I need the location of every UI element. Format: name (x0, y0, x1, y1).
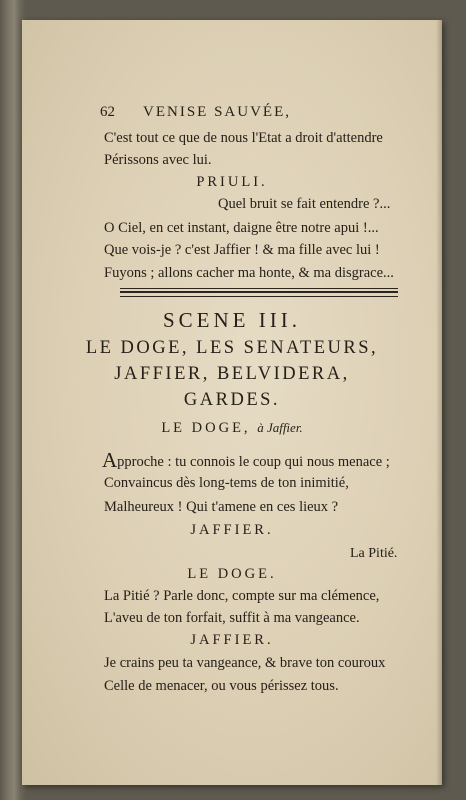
verse-line-dropcap (102, 450, 390, 471)
cast-line: JAFFIER, BELVIDERA, (114, 364, 350, 384)
verse-line: La Pitié ? Parle donc, compte sur ma clémence, (104, 588, 380, 604)
section-divider-rule (120, 288, 398, 297)
drop-cap: A (102, 448, 118, 472)
cast-line: LE DOGE, LES SENATEURS, (85, 338, 379, 358)
speaker-jaffier: JAFFIER. (190, 522, 274, 538)
verse-line: Quel bruit se fait entendre ?... (218, 196, 391, 212)
speaker-doge: LE DOGE. (187, 566, 277, 582)
verse-line: C'est tout ce que de nous l'Etat a droit d'attendre (104, 130, 383, 146)
verse-line: La Pitié. (350, 546, 398, 561)
verse-line: L'aveu de ton forfait, suffit à ma vangeance. (104, 610, 360, 626)
verse-line: Que vois-je ? c'est Jaffier ! & ma fille avec lui ! (104, 242, 380, 258)
page-number: 62 (100, 104, 115, 120)
verse-line: Convaincus dès long-tems de ton inimitié, (104, 475, 349, 491)
speaker-doge (22, 420, 442, 437)
stage-direction: à Jaffier. (257, 420, 303, 435)
verse-line: Fuyons ; allons cacher ma honte, & ma disgrace... (104, 265, 394, 281)
running-head (100, 104, 291, 121)
cast-line: GARDES. (183, 390, 281, 410)
speaker-priuli: PRIULI. (196, 174, 268, 190)
verse-line: Je crains peu ta vangeance, & brave ton couroux (104, 655, 386, 671)
speaker-jaffier: JAFFIER. (190, 632, 274, 648)
verse-line: Malheureux ! Qui t'amene en ces lieux ? (104, 499, 339, 515)
running-title: VENISE SAUVÉE, (143, 104, 291, 120)
verse-line: O Ciel, en cet instant, daigne être notre apui !... (104, 220, 379, 236)
verse-line: Périssons avec lui. (104, 152, 212, 168)
verse-text: pproche : tu connois le coup qui nous menace ; (117, 454, 390, 470)
scene-title: SCENE III. (163, 308, 301, 332)
speaker-name: LE DOGE, (161, 420, 251, 436)
book-page (22, 20, 442, 785)
verse-line: Celle de menacer, ou vous périssez tous. (104, 678, 339, 694)
